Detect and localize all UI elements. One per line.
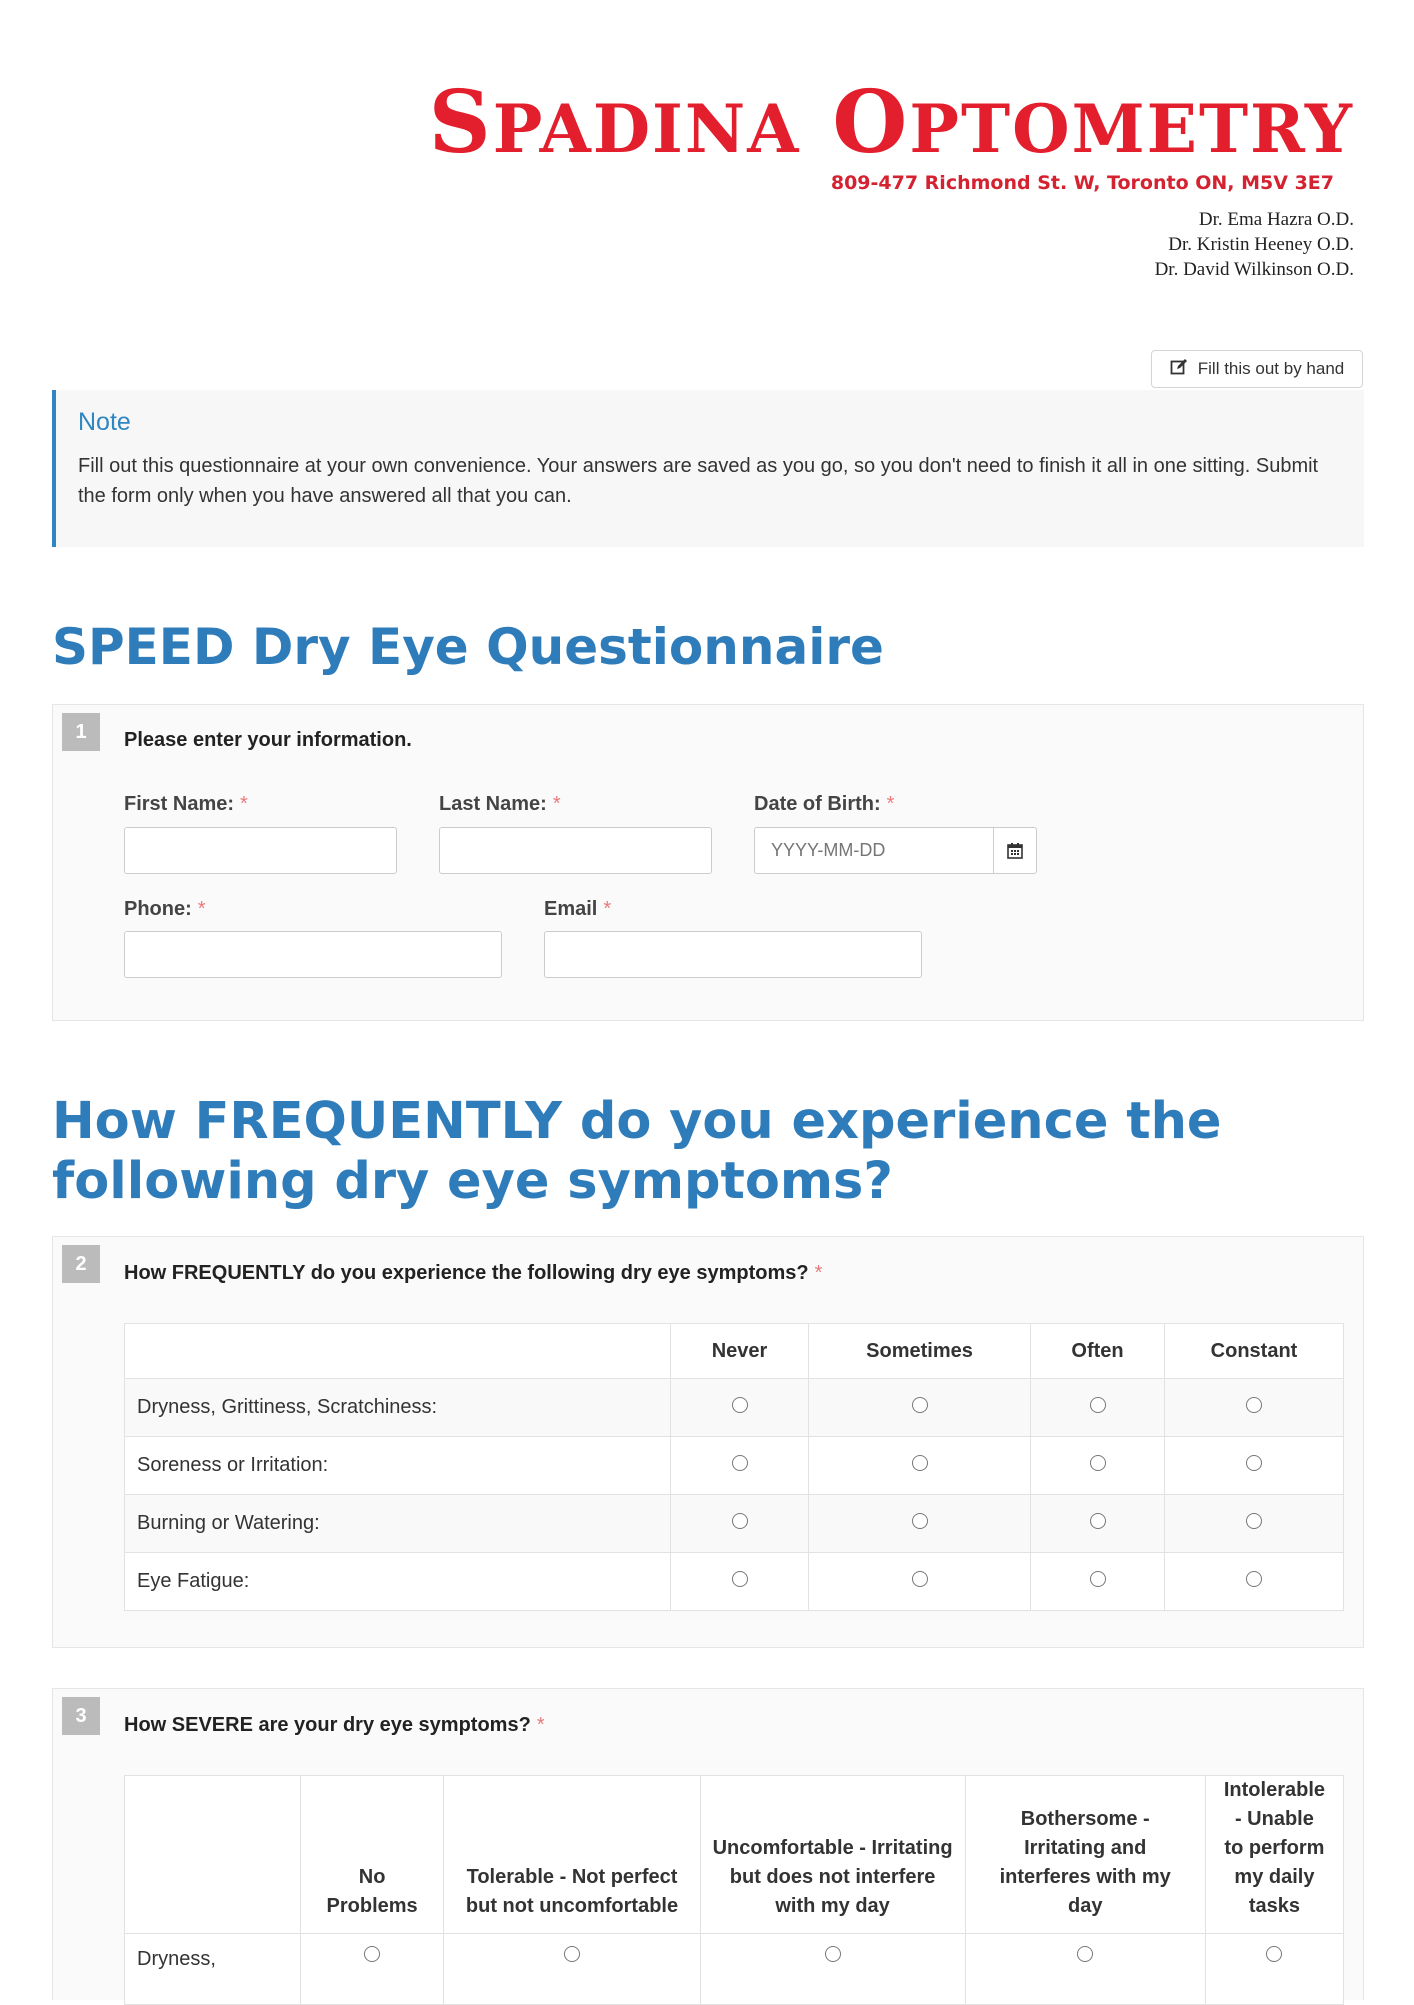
calendar-button[interactable] [993, 828, 1036, 873]
doctor-list [1155, 207, 1354, 282]
page-title: SPEED Dry Eye Questionnaire [52, 618, 884, 676]
radio-button[interactable] [912, 1571, 928, 1587]
column-header: Uncomfortable - Irritating but does not interfere with my day [700, 1776, 965, 1934]
table-row [125, 1553, 1344, 1611]
table-row [125, 1934, 1344, 2005]
section-personal-info [52, 704, 1364, 1021]
note-panel [52, 390, 1364, 547]
question-title: How FREQUENTLY do you experience the following dry eye symptoms? * [124, 1262, 823, 1284]
radio-button[interactable] [825, 1946, 841, 1962]
column-header: No Problems [300, 1776, 444, 1934]
table-row [125, 1379, 1344, 1437]
table-row [125, 1495, 1344, 1553]
table-row [125, 1437, 1344, 1495]
required-marker: * [886, 793, 895, 815]
dob-field [754, 827, 1037, 874]
edit-icon [1170, 358, 1188, 381]
email-input[interactable] [544, 931, 922, 978]
radio-button[interactable] [912, 1455, 928, 1471]
radio-button[interactable] [1266, 1946, 1282, 1962]
column-header: Intolerable - Unable to perform my daily tasks [1205, 1776, 1343, 1934]
note-title: Note [78, 408, 131, 436]
matrix-corner [125, 1324, 671, 1379]
last-name-input[interactable] [439, 827, 712, 874]
column-header: Sometimes [809, 1324, 1031, 1379]
phone-input[interactable] [124, 931, 502, 978]
fill-by-hand-label: Fill this out by hand [1197, 359, 1345, 378]
row-label: Eye Fatigue: [125, 1553, 671, 1611]
doctor-name: Dr. Ema Hazra O.D. [1198, 209, 1354, 230]
first-name-input[interactable] [124, 827, 397, 874]
radio-button[interactable] [1090, 1513, 1106, 1529]
frequency-heading: How FREQUENTLY do you experience the following dry eye symptoms? [52, 1092, 1222, 1211]
fill-by-hand-button[interactable] [1151, 350, 1363, 388]
last-name-label: Last Name: * [439, 793, 561, 815]
matrix-corner [125, 1776, 301, 1934]
section-severity [52, 1688, 1364, 2000]
first-name-label: First Name: * [124, 793, 248, 815]
radio-button[interactable] [1090, 1397, 1106, 1413]
required-marker: * [240, 793, 248, 815]
required-marker: * [197, 898, 206, 920]
radio-button[interactable] [1246, 1513, 1262, 1529]
required-marker: * [552, 793, 561, 815]
radio-button[interactable] [1077, 1946, 1093, 1962]
calendar-icon [1006, 842, 1024, 860]
phone-label: Phone: * [124, 898, 206, 920]
column-header: Bothersome - Irritating and interferes with my day [965, 1776, 1205, 1934]
doctor-name: Dr. David Wilkinson O.D. [1154, 259, 1354, 280]
question-number: 1 [62, 713, 100, 751]
column-header: Tolerable - Not perfect but not uncomfortable [444, 1776, 700, 1934]
radio-button[interactable] [912, 1397, 928, 1413]
radio-button[interactable] [732, 1571, 748, 1587]
radio-button[interactable] [912, 1513, 928, 1529]
question-title: Please enter your information. [124, 729, 412, 751]
row-label: Dryness, Grittiness, Scratchiness: [125, 1379, 671, 1437]
row-label: Burning or Watering: [125, 1495, 671, 1553]
question-number: 3 [62, 1697, 100, 1735]
radio-button[interactable] [1246, 1397, 1262, 1413]
row-label: Soreness or Irritation: [125, 1437, 671, 1495]
radio-button[interactable] [1090, 1571, 1106, 1587]
radio-button[interactable] [564, 1946, 580, 1962]
radio-button[interactable] [732, 1513, 748, 1529]
radio-button[interactable] [364, 1946, 380, 1962]
section-frequency [52, 1236, 1364, 1648]
required-marker: * [603, 898, 612, 920]
doctor-name: Dr. Kristin Heeney O.D. [1168, 234, 1354, 255]
question-number: 2 [62, 1245, 100, 1283]
required-marker: * [536, 1714, 545, 1736]
clinic-address: 809-477 Richmond St. W, Toronto ON, M5V 3E7 [830, 172, 1334, 194]
radio-button[interactable] [1090, 1455, 1106, 1471]
row-label: Dryness, [125, 1934, 301, 2005]
required-marker: * [814, 1262, 823, 1284]
radio-button[interactable] [732, 1455, 748, 1471]
clinic-name: SPADINA OPTOMETRY [428, 72, 1354, 173]
column-header: Never [671, 1324, 809, 1379]
note-body: Fill out this questionnaire at your own convenience. Your answers are saved as you go, so you don't need to finish it all in one sitting. Submit the form only when you have answered all that you can. [78, 455, 1319, 507]
column-header: Often [1031, 1324, 1165, 1379]
severity-matrix [124, 1775, 1344, 2005]
radio-button[interactable] [1246, 1455, 1262, 1471]
radio-button[interactable] [732, 1397, 748, 1413]
email-label: Email * [544, 898, 612, 920]
dob-label: Date of Birth: * [754, 793, 895, 815]
dob-input[interactable] [755, 828, 993, 873]
frequency-matrix [124, 1323, 1344, 1611]
radio-button[interactable] [1246, 1571, 1262, 1587]
question-title: How SEVERE are your dry eye symptoms? * [124, 1714, 545, 1736]
column-header: Constant [1165, 1324, 1344, 1379]
